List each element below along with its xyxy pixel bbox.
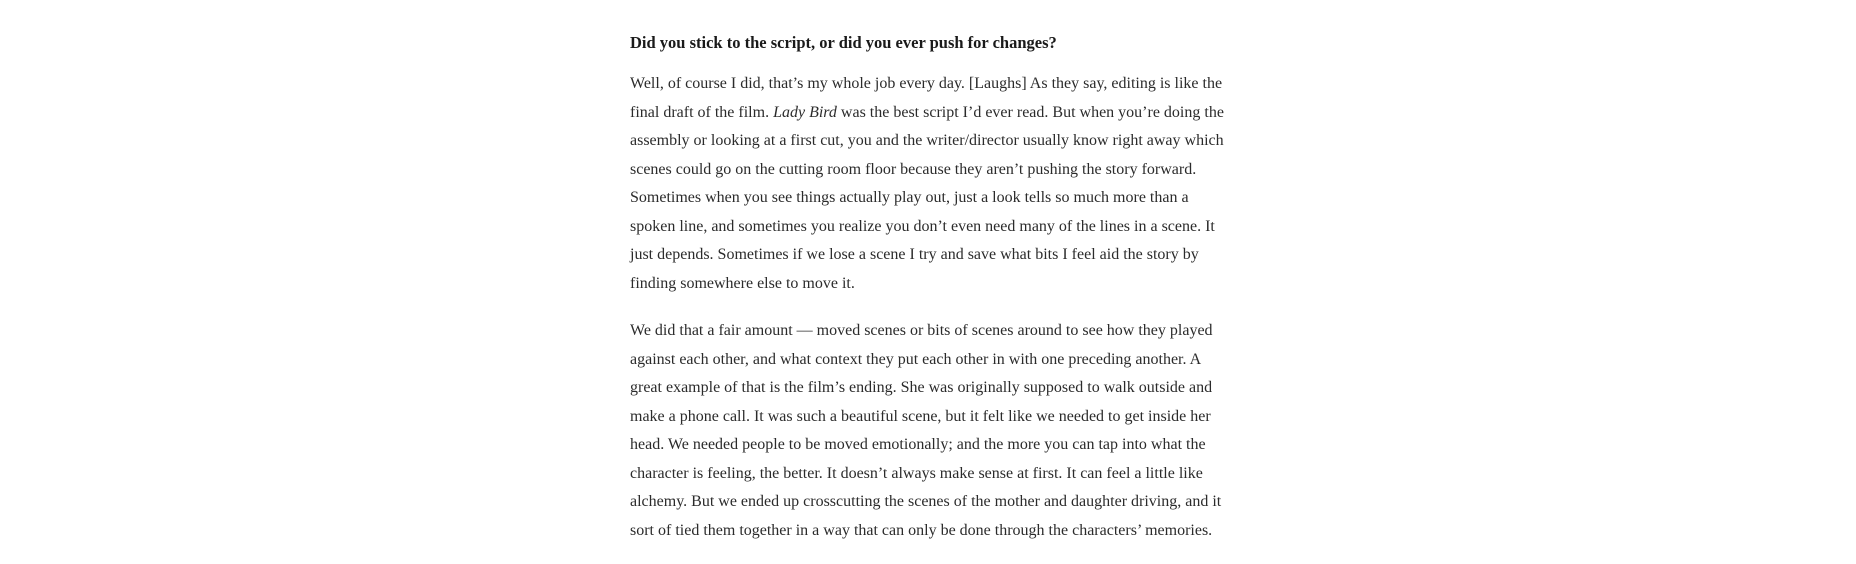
answer-paragraph-1 (630, 70, 1230, 298)
paragraph-1-text-start: Well, of course I did, that’s my whole job every day. [Laughs] As they say, editing is like the final draft of the film. (630, 75, 1223, 121)
film-title: Lady Bird (773, 103, 837, 121)
answer-paragraph-2: We did that a fair amount — moved scenes or bits of scenes around to see how they played against each other, and what context they put each other in with one preceding another. A great example of that is the film’s ending. She was originally supposed to walk outside and make a phone call. It was such a beautiful scene, but it felt like we needed to get inside her head. We needed people to be moved emotionally; and the more you can tap into what the character is feeling, the better. It doesn’t always make sense at first. It can feel a little like alchemy. But we ended up crosscutting the scenes of the mother and daughter driving, and it sort of tied them together in a way that can only be done through the characters’ memories. (630, 322, 1222, 539)
paragraph-1-text-end: was the best script I’d ever read. But when you’re doing the assembly or looking at a first cut, you and the writer/director usually know right away which scenes could go on the cutting room floor because they aren’t pushing the story forward. Sometimes when you see things actually play out, just a look tells so much more than a spoken line, and sometimes you realize you don’t even need many of the lines in a scene. It just depends. Sometimes if we lose a scene I try and save what bits I feel aid the story by finding somewhere else to move it. (630, 103, 1224, 292)
interview-question: Did you stick to the script, or did you ever push for changes? (630, 33, 1057, 52)
article-body (630, 28, 1230, 564)
